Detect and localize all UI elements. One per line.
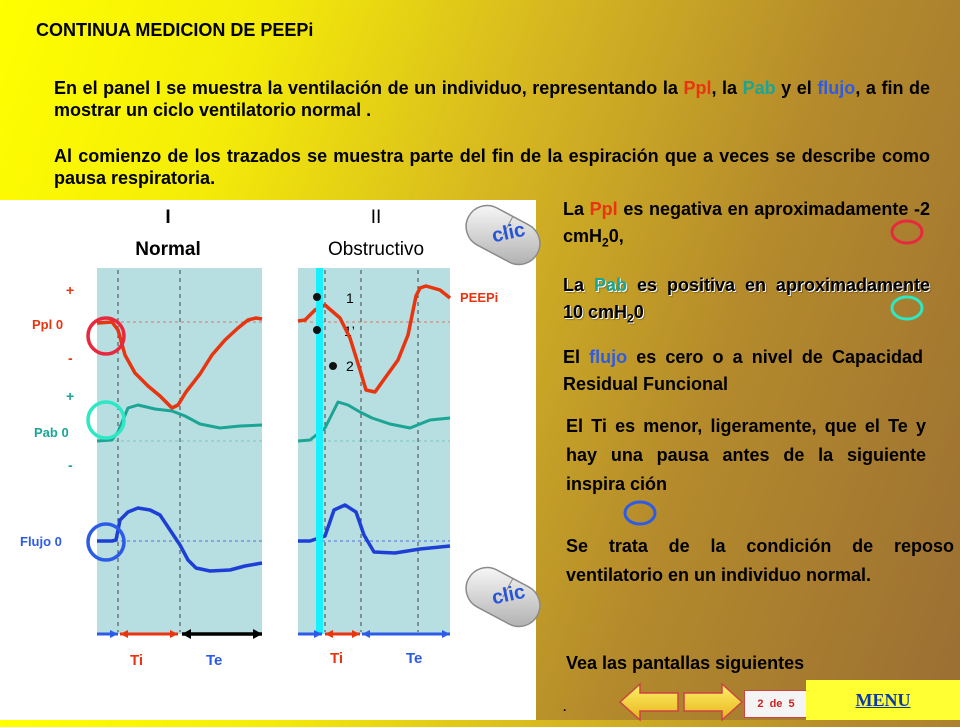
page-indicator: [744, 690, 808, 718]
flujo-desc-text: es cero o a nivel de Capacidad Residual Funcional: [563, 347, 923, 394]
back-button[interactable]: [618, 682, 680, 722]
page-total: 5: [788, 698, 795, 710]
next-screens-hint: Vea las pantallas siguientes: [566, 653, 805, 673]
ppl-desc-subscript: 2: [602, 235, 609, 250]
clic-label: clic: [489, 218, 528, 248]
intro-text: , la: [711, 78, 743, 98]
pab-desc-text: 0: [633, 302, 644, 322]
point-2-label: 2: [346, 358, 354, 374]
pab-desc-keyword: Pab: [593, 275, 627, 295]
left-arrow-icon: [618, 682, 680, 722]
pab-minus-label: -: [68, 457, 73, 473]
pab-zero-label: Pab 0: [34, 425, 69, 440]
forward-button[interactable]: [682, 682, 744, 722]
te-label-left: Te: [206, 652, 223, 669]
menu-label: MENU: [855, 689, 911, 710]
pab-description: [563, 272, 930, 333]
panel-ii-number: II: [370, 207, 382, 228]
intro-flujo: flujo: [817, 78, 856, 98]
ppl-desc-text: es negativa en aproximadamente -2 cmH: [563, 199, 930, 246]
stray-dot: .: [563, 700, 567, 714]
flujo-desc-text: El: [563, 347, 590, 367]
ppl-desc-text: La: [563, 199, 590, 219]
page-title: CONTINUA MEDICION DE PEEPi: [36, 20, 314, 40]
point-1-label: 1: [346, 290, 354, 306]
pab-desc-text: La: [563, 275, 594, 295]
menu-button[interactable]: [806, 680, 960, 720]
panel-ii-name: Obstructivo: [327, 239, 425, 260]
intro-pab: Pab: [742, 78, 776, 98]
pab-desc-subscript: 2: [627, 311, 634, 326]
intro-paragraph-2: Al comienzo de los trazados se muestra parte del fin de la espiración que a veces se describe como pausa respiratoria.: [54, 146, 930, 188]
right-arrow-icon: [682, 682, 744, 722]
flujo-desc-keyword: flujo: [589, 347, 628, 367]
ppl-minus-label: -: [68, 350, 73, 366]
intro-text: , a fin de mostrar un ciclo ventilatorio normal .: [54, 78, 930, 120]
ppl-desc-text: 0,: [608, 226, 624, 246]
panel-i-name: Normal: [135, 239, 201, 260]
intro-text: y el: [775, 78, 818, 98]
intro-text: En el panel I se muestra la ventilación de un individuo, representando la: [54, 78, 684, 98]
ppl-plus-label: +: [66, 282, 75, 298]
point-1prime-label: 1’: [344, 323, 355, 339]
clic-button-bottom[interactable]: [458, 562, 548, 632]
ti-description: El Ti es menor, ligeramente, que el Te y hay una pausa antes de la siguiente inspira ción: [566, 416, 926, 494]
intro-ppl: Ppl: [683, 78, 712, 98]
peepi-label: PEEPi: [460, 290, 499, 305]
pab-plus-label: +: [66, 388, 75, 404]
ppl-desc-keyword: Ppl: [589, 199, 618, 219]
condition-description: Se trata de la condición de reposo ventilatorio en un individuo normal.: [566, 536, 954, 585]
ppl-zero-label: Ppl 0: [32, 317, 64, 332]
ti-label-right: Ti: [330, 650, 344, 667]
ti-label-left: Ti: [130, 652, 144, 669]
clic-button-top[interactable]: [458, 200, 548, 270]
flujo-description: [563, 344, 923, 398]
te-label-right: Te: [406, 650, 423, 667]
page-current: 2: [757, 698, 764, 710]
ppl-description: [563, 196, 930, 257]
flujo-zero-label: Flujo 0: [20, 534, 62, 549]
page-sep: de: [769, 698, 783, 710]
pab-desc-text: es positiva en aproximadamente 10 cmH: [563, 275, 930, 322]
clic-label: clic: [489, 580, 528, 610]
panel-i-number: I: [165, 207, 171, 228]
